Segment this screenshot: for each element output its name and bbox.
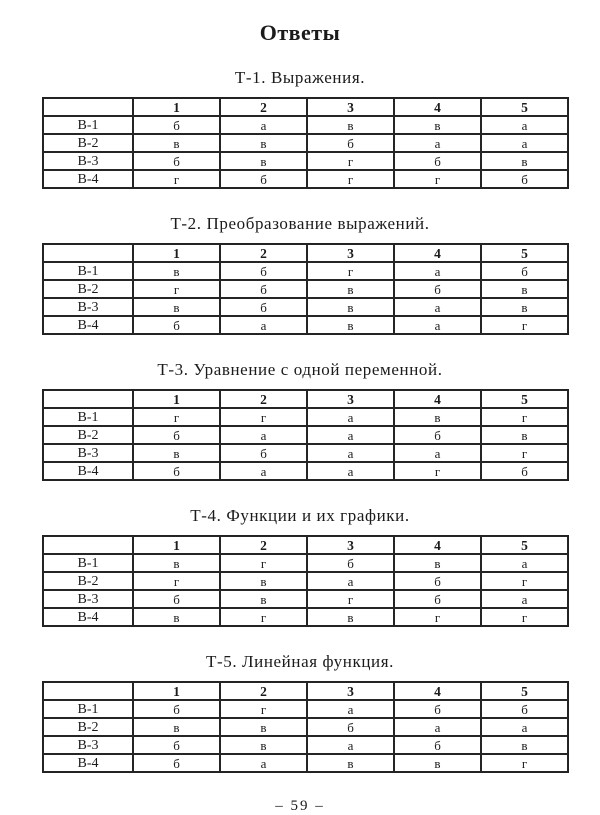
column-header: 2 bbox=[220, 390, 307, 408]
page-title: Ответы bbox=[259, 20, 341, 45]
row-label: В-3 bbox=[43, 298, 133, 316]
answer-cell: б bbox=[394, 736, 481, 754]
answer-cell: в bbox=[307, 608, 394, 626]
answer-section-t4 bbox=[42, 506, 558, 627]
answer-cell: б bbox=[133, 754, 220, 772]
answer-cell: а bbox=[394, 444, 481, 462]
column-header: 1 bbox=[133, 536, 220, 554]
answer-cell: б bbox=[307, 134, 394, 152]
answer-cell: г bbox=[220, 554, 307, 572]
answer-cell: а bbox=[394, 134, 481, 152]
row-label: В-3 bbox=[43, 444, 133, 462]
row-label: В-1 bbox=[43, 116, 133, 134]
table-row bbox=[43, 152, 568, 170]
answer-cell: в bbox=[133, 298, 220, 316]
row-label: В-1 bbox=[43, 408, 133, 426]
answer-cell: г bbox=[133, 408, 220, 426]
row-label: В-4 bbox=[43, 316, 133, 334]
row-label: В-1 bbox=[43, 700, 133, 718]
row-label: В-2 bbox=[43, 280, 133, 298]
answers-table bbox=[42, 535, 569, 627]
answer-cell: а bbox=[481, 718, 568, 736]
row-label: В-1 bbox=[43, 554, 133, 572]
answer-section-t5 bbox=[42, 652, 558, 773]
table-row bbox=[43, 280, 568, 298]
answer-cell: а bbox=[307, 408, 394, 426]
answer-cell: г bbox=[307, 170, 394, 188]
answer-cell: а bbox=[481, 116, 568, 134]
answer-cell: в bbox=[307, 116, 394, 134]
answer-section-t1 bbox=[42, 68, 558, 189]
answer-cell: в bbox=[220, 718, 307, 736]
answer-cell: а bbox=[220, 462, 307, 480]
row-label: В-4 bbox=[43, 608, 133, 626]
table-row bbox=[43, 590, 568, 608]
answer-cell: в bbox=[394, 116, 481, 134]
answer-cell: г bbox=[394, 462, 481, 480]
answer-section-t3 bbox=[42, 360, 558, 481]
column-header: 4 bbox=[394, 536, 481, 554]
row-label: В-3 bbox=[43, 736, 133, 754]
answers-table bbox=[42, 97, 569, 189]
answer-cell: в bbox=[307, 316, 394, 334]
corner-cell bbox=[43, 536, 133, 554]
answer-cell: а bbox=[481, 134, 568, 152]
answer-cell: в bbox=[220, 736, 307, 754]
answer-cell: г bbox=[481, 444, 568, 462]
answer-cell: б bbox=[220, 170, 307, 188]
answer-cell: а bbox=[394, 316, 481, 334]
answer-cell: б bbox=[220, 298, 307, 316]
answer-cell: б bbox=[481, 262, 568, 280]
answer-cell: б bbox=[133, 316, 220, 334]
table-title: Т-3. Уравнение с одной переменной. bbox=[157, 360, 443, 379]
answer-cell: в bbox=[481, 280, 568, 298]
answer-cell: в bbox=[220, 572, 307, 590]
column-header: 5 bbox=[481, 536, 568, 554]
column-header: 1 bbox=[133, 98, 220, 116]
column-header: 4 bbox=[394, 98, 481, 116]
row-label: В-4 bbox=[43, 462, 133, 480]
column-header: 1 bbox=[133, 682, 220, 700]
table-row bbox=[43, 462, 568, 480]
answer-cell: в bbox=[481, 152, 568, 170]
column-header: 3 bbox=[307, 536, 394, 554]
answer-cell: г bbox=[133, 170, 220, 188]
answer-cell: а bbox=[220, 426, 307, 444]
answer-section-t2 bbox=[42, 214, 558, 335]
column-header: 4 bbox=[394, 390, 481, 408]
column-header: 1 bbox=[133, 244, 220, 262]
answer-cell: б bbox=[394, 426, 481, 444]
header-row bbox=[43, 244, 568, 262]
table-row bbox=[43, 426, 568, 444]
column-header: 5 bbox=[481, 390, 568, 408]
header-row bbox=[43, 682, 568, 700]
table-row bbox=[43, 444, 568, 462]
corner-cell bbox=[43, 244, 133, 262]
answer-cell: а bbox=[394, 718, 481, 736]
header-row bbox=[43, 390, 568, 408]
header-row bbox=[43, 98, 568, 116]
answer-cell: г bbox=[481, 572, 568, 590]
column-header: 2 bbox=[220, 682, 307, 700]
answer-cell: а bbox=[307, 462, 394, 480]
answer-cell: а bbox=[394, 262, 481, 280]
answer-cell: б bbox=[133, 590, 220, 608]
table-title: Т-1. Выражения. bbox=[234, 68, 366, 87]
column-header: 1 bbox=[133, 390, 220, 408]
table-row bbox=[43, 134, 568, 152]
answer-cell: б bbox=[133, 152, 220, 170]
row-label: В-4 bbox=[43, 170, 133, 188]
answers-table bbox=[42, 681, 569, 773]
answer-cell: г bbox=[481, 408, 568, 426]
answer-cell: в bbox=[307, 298, 394, 316]
answer-cell: в bbox=[220, 134, 307, 152]
answer-cell: б bbox=[481, 170, 568, 188]
answer-cell: в bbox=[394, 408, 481, 426]
answer-cell: в bbox=[133, 444, 220, 462]
answers-table bbox=[42, 243, 569, 335]
table-title: Т-5. Линейная функция. bbox=[205, 652, 395, 671]
row-label: В-2 bbox=[43, 572, 133, 590]
row-label: В-2 bbox=[43, 426, 133, 444]
table-title: Т-2. Преобразование выражений. bbox=[170, 214, 430, 233]
table-row bbox=[43, 298, 568, 316]
table-row bbox=[43, 572, 568, 590]
table-row bbox=[43, 262, 568, 280]
answer-cell: г bbox=[394, 608, 481, 626]
answer-cell: г bbox=[481, 608, 568, 626]
table-title: Т-4. Функции и их графики. bbox=[190, 506, 410, 525]
answer-cell: в bbox=[481, 426, 568, 444]
row-label: В-4 bbox=[43, 754, 133, 772]
answer-cell: в bbox=[394, 754, 481, 772]
answer-cell: б bbox=[133, 116, 220, 134]
corner-cell bbox=[43, 682, 133, 700]
answer-cell: г bbox=[220, 608, 307, 626]
column-header: 3 bbox=[307, 244, 394, 262]
answer-cell: г bbox=[133, 280, 220, 298]
answer-cell: б bbox=[394, 572, 481, 590]
row-label: В-2 bbox=[43, 718, 133, 736]
row-label: В-3 bbox=[43, 152, 133, 170]
answer-cell: а bbox=[307, 426, 394, 444]
answer-cell: а bbox=[307, 700, 394, 718]
answer-cell: г bbox=[220, 700, 307, 718]
answer-cell: б bbox=[481, 700, 568, 718]
answer-cell: г bbox=[133, 572, 220, 590]
row-label: В-1 bbox=[43, 262, 133, 280]
table-row bbox=[43, 408, 568, 426]
answer-cell: г bbox=[481, 316, 568, 334]
answer-cell: а bbox=[220, 316, 307, 334]
answer-cell: б bbox=[133, 462, 220, 480]
answer-cell: а bbox=[307, 444, 394, 462]
header-row bbox=[43, 536, 568, 554]
answer-cell: б bbox=[394, 280, 481, 298]
table-row bbox=[43, 754, 568, 772]
table-row bbox=[43, 718, 568, 736]
answer-cell: б bbox=[220, 262, 307, 280]
answer-cell: б bbox=[133, 426, 220, 444]
answer-cell: б bbox=[307, 718, 394, 736]
column-header: 3 bbox=[307, 390, 394, 408]
answer-cell: г bbox=[220, 408, 307, 426]
answer-cell: а bbox=[220, 116, 307, 134]
answer-cell: г bbox=[307, 262, 394, 280]
column-header: 3 bbox=[307, 98, 394, 116]
corner-cell bbox=[43, 98, 133, 116]
column-header: 4 bbox=[394, 244, 481, 262]
column-header: 3 bbox=[307, 682, 394, 700]
answer-cell: в bbox=[133, 608, 220, 626]
answer-cell: в bbox=[220, 590, 307, 608]
table-row bbox=[43, 116, 568, 134]
answer-cell: в bbox=[481, 736, 568, 754]
answer-cell: б bbox=[307, 554, 394, 572]
answer-cell: в bbox=[307, 754, 394, 772]
answer-cell: а bbox=[481, 554, 568, 572]
answer-cell: в bbox=[394, 554, 481, 572]
answer-cell: б bbox=[394, 590, 481, 608]
answer-cell: б bbox=[394, 152, 481, 170]
column-header: 5 bbox=[481, 244, 568, 262]
page-number: – 59 – bbox=[275, 798, 325, 814]
column-header: 2 bbox=[220, 98, 307, 116]
answer-cell: б bbox=[394, 700, 481, 718]
answer-cell: г bbox=[481, 754, 568, 772]
answer-cell: а bbox=[481, 590, 568, 608]
column-header: 5 bbox=[481, 98, 568, 116]
answer-cell: в bbox=[133, 554, 220, 572]
answer-cell: б bbox=[133, 736, 220, 754]
table-row bbox=[43, 170, 568, 188]
table-row bbox=[43, 554, 568, 572]
column-header: 4 bbox=[394, 682, 481, 700]
answer-cell: в bbox=[220, 152, 307, 170]
answer-cell: в bbox=[133, 718, 220, 736]
column-header: 2 bbox=[220, 536, 307, 554]
answer-cell: г bbox=[394, 170, 481, 188]
column-header: 2 bbox=[220, 244, 307, 262]
answer-cell: в bbox=[133, 262, 220, 280]
row-label: В-3 bbox=[43, 590, 133, 608]
table-row bbox=[43, 608, 568, 626]
answer-cell: г bbox=[307, 152, 394, 170]
answer-cell: г bbox=[307, 590, 394, 608]
corner-cell bbox=[43, 390, 133, 408]
answer-cell: б bbox=[481, 462, 568, 480]
answer-cell: в bbox=[481, 298, 568, 316]
answer-cell: а bbox=[307, 736, 394, 754]
answer-cell: а bbox=[220, 754, 307, 772]
row-label: В-2 bbox=[43, 134, 133, 152]
answers-table bbox=[42, 389, 569, 481]
answer-cell: а bbox=[307, 572, 394, 590]
column-header: 5 bbox=[481, 682, 568, 700]
answer-cell: б bbox=[133, 700, 220, 718]
table-row bbox=[43, 700, 568, 718]
table-row bbox=[43, 736, 568, 754]
answer-cell: а bbox=[394, 298, 481, 316]
answer-cell: в bbox=[133, 134, 220, 152]
table-row bbox=[43, 316, 568, 334]
answer-cell: б bbox=[220, 444, 307, 462]
answer-cell: в bbox=[307, 280, 394, 298]
answer-cell: б bbox=[220, 280, 307, 298]
